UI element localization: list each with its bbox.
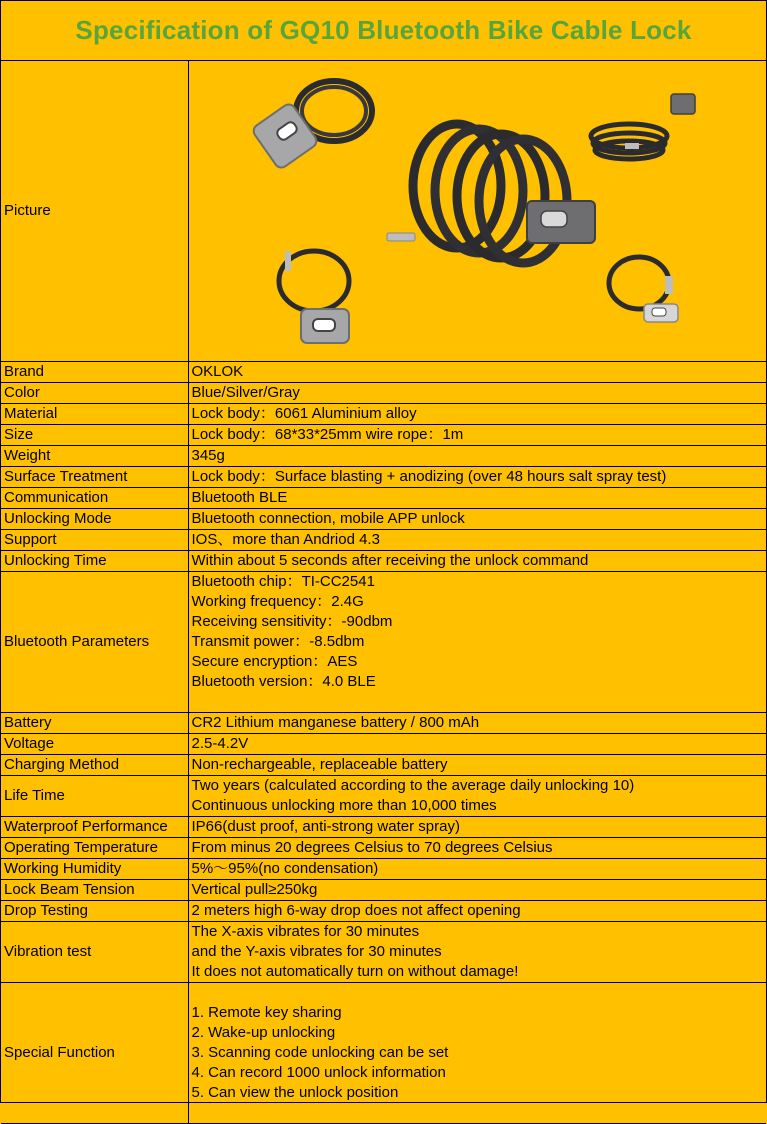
lock-photo-4 bbox=[609, 257, 678, 322]
row-label: Support bbox=[1, 530, 188, 551]
row-value: IOS、more than Andriod 4.3 bbox=[188, 530, 766, 551]
row-label: Bluetooth Parameters bbox=[1, 572, 188, 713]
row-value-line: 2. Wake-up unlocking bbox=[191, 1024, 336, 1041]
row-value: 345g bbox=[188, 446, 766, 467]
lock-photo-2 bbox=[591, 94, 695, 159]
table-row-waterproof-performance bbox=[1, 817, 766, 838]
row-value: Bluetooth connection, mobile APP unlock bbox=[188, 509, 766, 530]
row-value bbox=[188, 572, 766, 713]
table-row-working-humidity bbox=[1, 859, 766, 880]
row-label: Waterproof Performance bbox=[1, 817, 188, 838]
table-row-support bbox=[1, 530, 766, 551]
row-value-line: Bluetooth version：4.0 BLE bbox=[191, 673, 376, 690]
row-value-line bbox=[192, 692, 764, 712]
table-row-surface-treatment bbox=[1, 467, 766, 488]
row-label: Color bbox=[1, 383, 188, 404]
row-value-line: Continuous unlocking more than 10,000 times bbox=[191, 797, 497, 814]
lock-photo-1 bbox=[251, 81, 372, 170]
row-value: From minus 20 degrees Celsius to 70 degrees Celsius bbox=[188, 838, 766, 859]
table-row-picture bbox=[1, 61, 766, 362]
page-title: Specification of GQ10 Bluetooth Bike Cable Lock bbox=[1, 1, 766, 61]
table-row-communication bbox=[1, 488, 766, 509]
row-value-line: 5. Can view the unlock position bbox=[191, 1084, 399, 1101]
row-label: Weight bbox=[1, 446, 188, 467]
table-row-material bbox=[1, 404, 766, 425]
row-value-line: Two years (calculated according to the average daily unlocking 10) bbox=[191, 777, 635, 794]
table-row-life-time bbox=[1, 776, 766, 817]
row-value: Vertical pull≥250kg bbox=[188, 880, 766, 901]
row-value-line: Receiving sensitivity：-90dbm bbox=[191, 613, 393, 630]
table-row-special-function bbox=[1, 983, 766, 1124]
table-row-voltage bbox=[1, 734, 766, 755]
row-label: Working Humidity bbox=[1, 859, 188, 880]
row-value bbox=[188, 922, 766, 983]
row-value bbox=[188, 983, 766, 1124]
row-value-line: Secure encryption：AES bbox=[191, 653, 358, 670]
row-value-line: 3. Scanning code unlocking can be set bbox=[191, 1044, 449, 1061]
table-row-weight bbox=[1, 446, 766, 467]
table-row-drop-testing bbox=[1, 901, 766, 922]
table-row-brand bbox=[1, 362, 766, 383]
row-value-line: The X-axis vibrates for 30 minutes bbox=[191, 923, 420, 940]
spec-table bbox=[1, 61, 766, 1124]
row-value-line: 1. Remote key sharing bbox=[191, 1004, 342, 1021]
row-value: Bluetooth BLE bbox=[188, 488, 766, 509]
row-label: Brand bbox=[1, 362, 188, 383]
row-value-line: Transmit power：-8.5dbm bbox=[191, 633, 365, 650]
lock-photo-main bbox=[387, 124, 595, 263]
row-value: 2 meters high 6-way drop does not affect opening bbox=[188, 901, 766, 922]
row-label: Unlocking Mode bbox=[1, 509, 188, 530]
table-row-color bbox=[1, 383, 766, 404]
table-row-operating-temperature bbox=[1, 838, 766, 859]
table-row-charging-method bbox=[1, 755, 766, 776]
row-value: 2.5-4.2V bbox=[188, 734, 766, 755]
row-value: IP66(dust proof, anti-strong water spray) bbox=[188, 817, 766, 838]
row-value-line: Bluetooth chip：TI-CC2541 bbox=[191, 573, 375, 590]
row-label: Battery bbox=[1, 713, 188, 734]
row-label: Unlocking Time bbox=[1, 551, 188, 572]
row-value-line bbox=[192, 983, 764, 1003]
row-label: Life Time bbox=[1, 776, 188, 817]
row-value: Lock body：6061 Aluminium alloy bbox=[188, 404, 766, 425]
row-value: OKLOK bbox=[188, 362, 766, 383]
row-label: Charging Method bbox=[1, 755, 188, 776]
product-photos bbox=[189, 61, 767, 361]
row-label: Surface Treatment bbox=[1, 467, 188, 488]
row-value: Within about 5 seconds after receiving the unlock command bbox=[188, 551, 766, 572]
row-label: Communication bbox=[1, 488, 188, 509]
table-row-bluetooth-parameters bbox=[1, 572, 766, 713]
row-label: Lock Beam Tension bbox=[1, 880, 188, 901]
table-row-unlocking-time bbox=[1, 551, 766, 572]
row-label: Size bbox=[1, 425, 188, 446]
row-label-picture: Picture bbox=[1, 61, 188, 362]
table-row-vibration-test bbox=[1, 922, 766, 983]
row-value bbox=[188, 776, 766, 817]
row-label: Operating Temperature bbox=[1, 838, 188, 859]
table-row-unlocking-mode bbox=[1, 509, 766, 530]
row-label: Special Function bbox=[1, 983, 188, 1124]
table-row-size bbox=[1, 425, 766, 446]
row-value: Lock body：68*33*25mm wire rope：1m bbox=[188, 425, 766, 446]
row-value-line: It does not automatically turn on without damage! bbox=[191, 963, 519, 980]
table-row-battery bbox=[1, 713, 766, 734]
row-label: Vibration test bbox=[1, 922, 188, 983]
row-value-line: and the Y-axis vibrates for 30 minutes bbox=[191, 943, 442, 960]
row-value: 5%～95%(no condensation) bbox=[188, 859, 766, 880]
table-row-lock-beam-tension bbox=[1, 880, 766, 901]
row-label: Voltage bbox=[1, 734, 188, 755]
row-value: Blue/Silver/Gray bbox=[188, 383, 766, 404]
row-label: Drop Testing bbox=[1, 901, 188, 922]
row-label: Material bbox=[1, 404, 188, 425]
product-picture bbox=[188, 61, 766, 362]
row-value: CR2 Lithium manganese battery / 800 mAh bbox=[188, 713, 766, 734]
lock-photo-3 bbox=[279, 251, 349, 343]
row-value-line bbox=[192, 1103, 764, 1123]
row-value-line: 4. Can record 1000 unlock information bbox=[191, 1064, 446, 1081]
row-value: Non-rechargeable, replaceable battery bbox=[188, 755, 766, 776]
row-value: Lock body：Surface blasting + anodizing (over 48 hours salt spray test) bbox=[188, 467, 766, 488]
row-value-line: Working frequency：2.4G bbox=[191, 593, 364, 610]
